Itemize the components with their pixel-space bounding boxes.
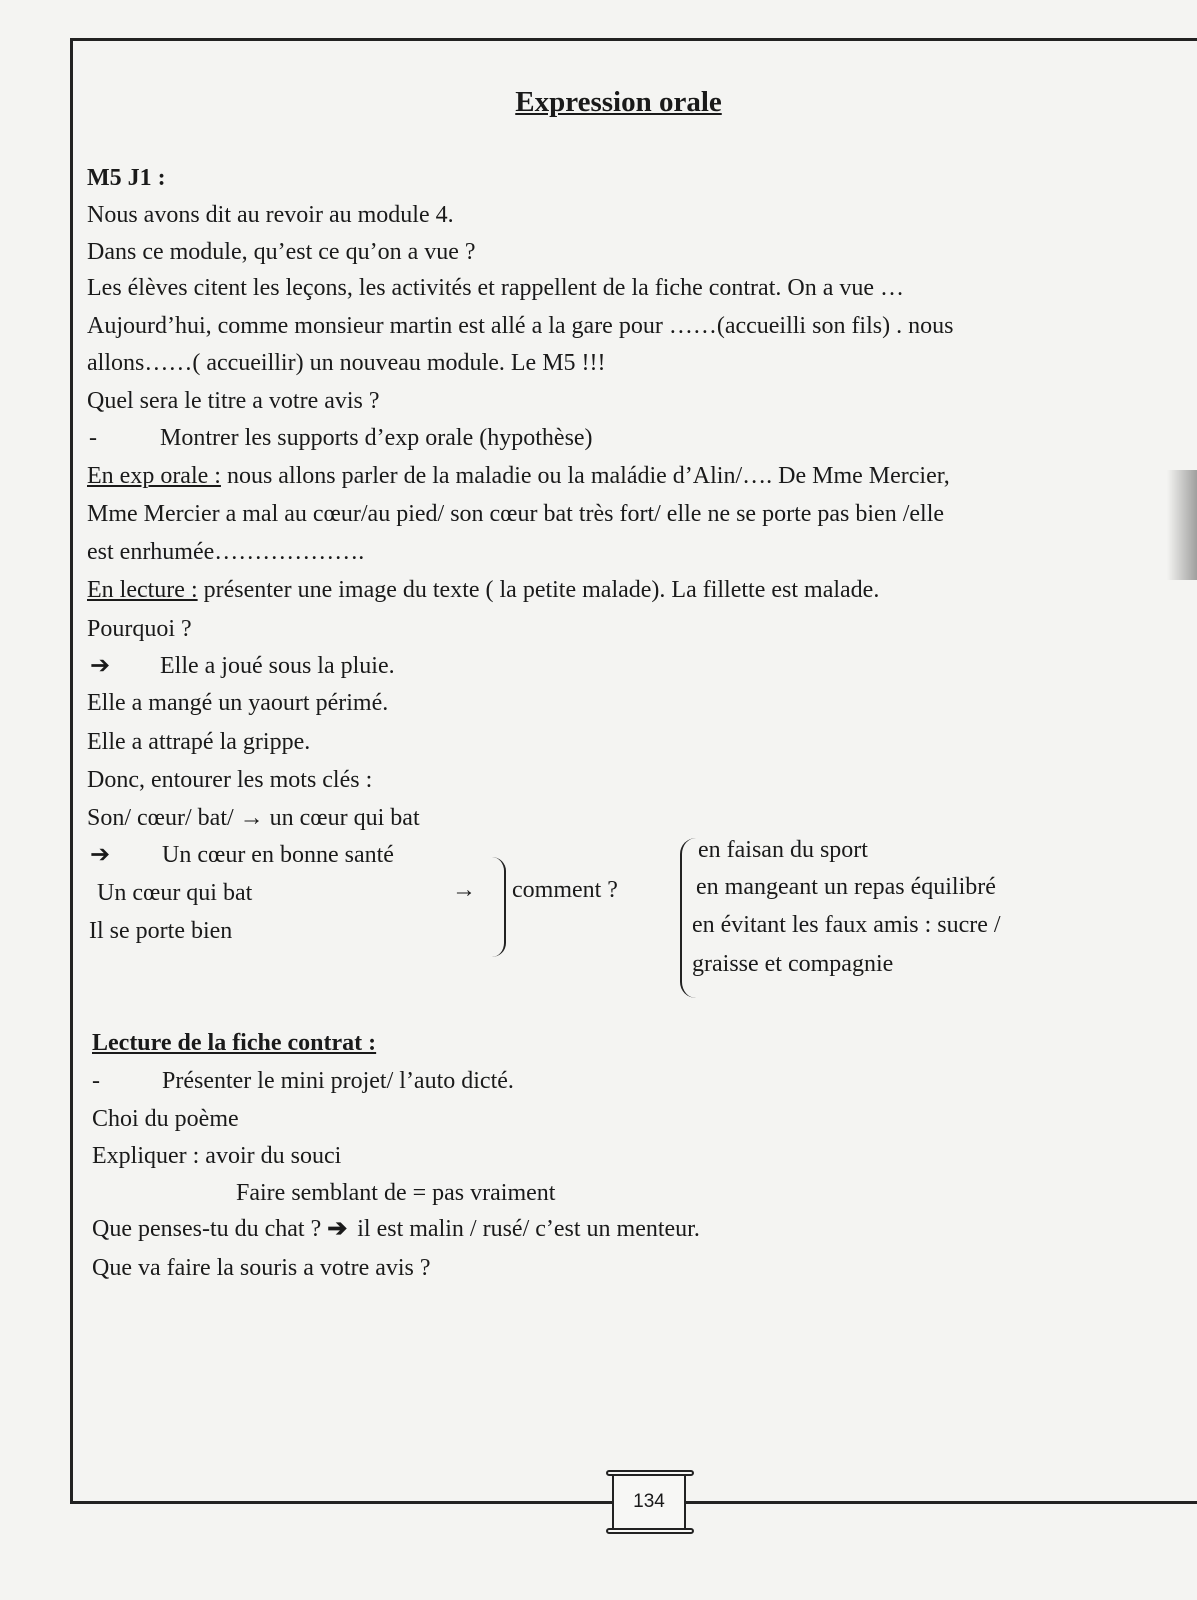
section-heading-fiche-contrat: Lecture de la fiche contrat : (92, 1030, 377, 1056)
thin-arrow-icon: → (239, 805, 264, 831)
right-group-item: en évitant les faux amis : sucre / (692, 912, 1001, 938)
exp-orale-line (87, 464, 950, 488)
chat-answer: il est malin / rusé/ c’est un menteur. (351, 1216, 700, 1242)
bullet-text: Montrer les supports d’exp orale (hypothèse) (160, 425, 593, 451)
right-brace (490, 857, 506, 957)
bold-arrow-icon: ➔ (90, 653, 111, 679)
text-line: Aujourd’hui, comme monsieur martin est allé a la gare pour ……(accueilli son fils) . nous (87, 313, 954, 339)
son-suffix: un cœur qui bat (263, 805, 420, 831)
son-coeur-line (87, 806, 420, 830)
page-number: 134 (633, 1491, 665, 1512)
left-group-item: Il se porte bien (89, 918, 233, 944)
comment-label: comment ? (512, 877, 618, 903)
text-line: Que va faire la souris a votre avis ? (92, 1255, 431, 1281)
text-line: Expliquer : avoir du souci (92, 1143, 342, 1169)
text-line: Présenter le mini projet/ l’auto dicté. (162, 1068, 514, 1094)
section-heading-m5j1: M5 J1 : (87, 165, 166, 191)
page-number-scroll (612, 1474, 686, 1530)
text-line: Pourquoi ? (87, 616, 192, 642)
exp-orale-label: En exp orale : (87, 463, 221, 489)
bold-arrow-icon: ➔ (90, 842, 111, 868)
text-line: Quel sera le titre a votre avis ? (87, 388, 380, 414)
lecture-label: En lecture : (87, 577, 198, 603)
text-line: Donc, entourer les mots clés : (87, 767, 373, 793)
exp-orale-text: nous allons parler de la maladie ou la maládie d’Alin/…. De Mme Mercier, (220, 463, 950, 489)
scan-shadow (1167, 470, 1197, 580)
left-group-item: Un cœur qui bat (97, 880, 253, 906)
text-line: Faire semblant de = pas vraiment (236, 1180, 556, 1206)
bold-arrow-icon: ➔ (327, 1216, 348, 1242)
text-line: Dans ce module, qu’est ce qu’on a vue ? (87, 239, 476, 265)
bullet-dash: - (89, 425, 97, 451)
chat-line (92, 1217, 700, 1241)
chat-question: Que penses-tu du chat ? (92, 1216, 328, 1242)
right-group-item: en faisan du sport (698, 837, 868, 863)
reason-item: Elle a joué sous la pluie. (160, 653, 395, 679)
text-line: est enrhumée………………. (87, 539, 365, 565)
reason-item: Elle a attrapé la grippe. (87, 729, 311, 755)
text-line: Les élèves citent les leçons, les activités et rappellent de la fiche contrat. On a vue … (87, 275, 905, 301)
reason-item: Elle a mangé un yaourt périmé. (87, 690, 389, 716)
thin-arrow-icon: → (452, 877, 476, 903)
right-group-item: en mangeant un repas équilibré (696, 874, 996, 900)
text-line: allons……( accueillir) un nouveau module. Le M5 !!! (87, 350, 606, 376)
bullet-dash: - (92, 1068, 100, 1094)
text-line: Choi du poème (92, 1106, 239, 1132)
lecture-text: présenter une image du texte ( la petite malade). La fillette est malade. (197, 577, 880, 603)
right-group-item: graisse et compagnie (692, 951, 894, 977)
page-title: Expression orale (515, 86, 722, 118)
text-line: Mme Mercier a mal au cœur/au pied/ son cœur bat très fort/ elle ne se porte pas bien /elle (87, 501, 945, 527)
son-prefix: Son/ cœur/ bat/ (87, 805, 240, 831)
left-group-item: Un cœur en bonne santé (162, 842, 394, 868)
lecture-line (87, 578, 879, 602)
text-line: Nous avons dit au revoir au module 4. (87, 202, 454, 228)
